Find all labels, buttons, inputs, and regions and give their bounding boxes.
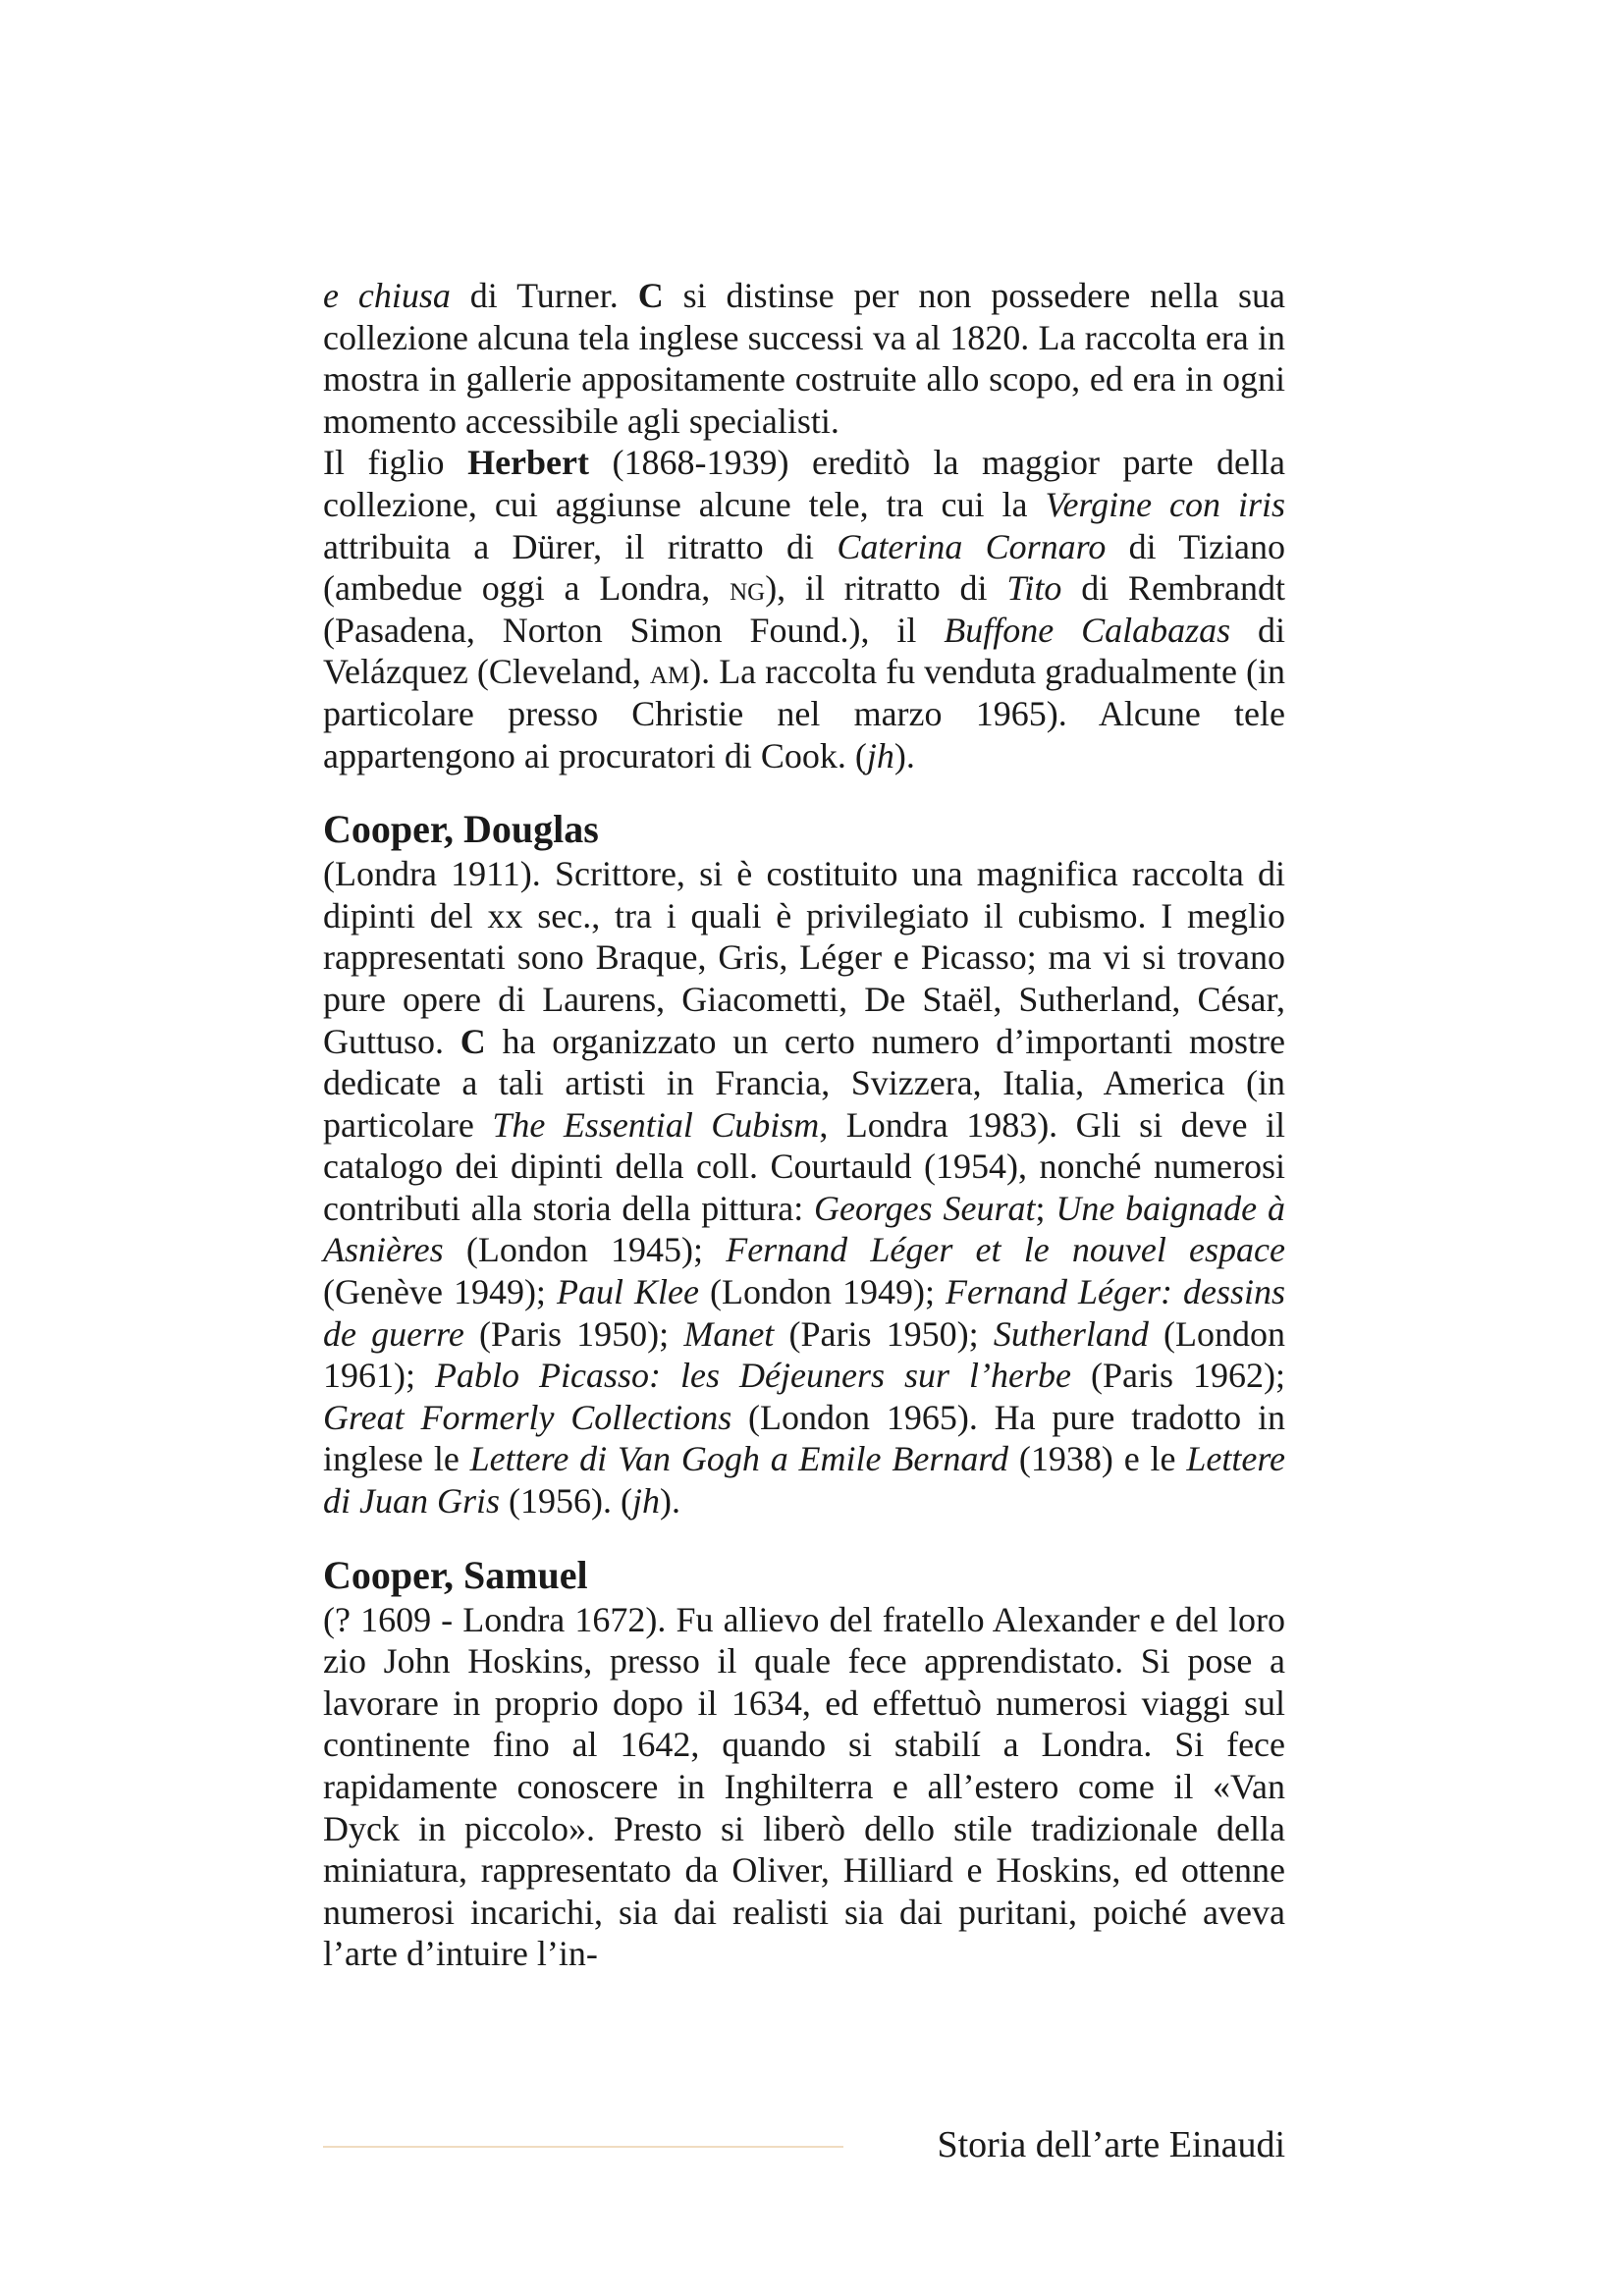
- bold-name: Herbert: [467, 443, 589, 483]
- text-run: di Rembrandt (Pasadena, Norton Simon Found.), il: [323, 568, 1285, 650]
- text-run: ), il ritratto di: [765, 568, 1007, 609]
- text-run: (Paris 1950);: [774, 1313, 994, 1354]
- text-run: (London 1961);: [323, 1313, 1286, 1396]
- text-run: ha organizzato un certo numero d’importanti mostre dedicate a tali artisti in Francia, Svizzera, Italia, America (in particolare: [323, 1021, 1285, 1145]
- small-caps-abbrev: ng: [730, 568, 766, 609]
- entry-heading-douglas-cooper: Cooper, Douglas: [323, 807, 599, 852]
- text-run: ;: [1035, 1188, 1056, 1228]
- text-run: di Tiziano (ambedue oggi a Londra,: [323, 526, 1285, 609]
- text-run: (London 1949);: [698, 1272, 946, 1312]
- text-run: (Paris 1962);: [1070, 1356, 1285, 1396]
- text-run: ).: [893, 735, 915, 775]
- text-run: (London 1965). Ha pure tradotto in inglese le: [323, 1397, 1285, 1479]
- italic-title: Paul Klee: [556, 1272, 699, 1312]
- italic-title: Manet: [683, 1313, 775, 1354]
- text-run: attribuita a Dürer, il ritratto di: [323, 526, 838, 566]
- italic-title: Great Formerly Collections: [323, 1397, 732, 1437]
- italic-title: Lettere di Van Gogh a Emile Bernard: [469, 1439, 1009, 1479]
- italic-title: Tito: [1006, 568, 1062, 609]
- text-run: ). La raccolta fu venduta gradualmente (in particolare presso Christie nel marzo 1965). Alcune tele appartengono ai procuratori di Cook. (: [323, 652, 1286, 775]
- text-run: (1956). (: [500, 1481, 632, 1522]
- author-initials: jh: [866, 735, 894, 775]
- italic-title: Lettere di Juan Gris: [323, 1439, 1285, 1522]
- italic-title: Une baignade à Asnières: [323, 1188, 1285, 1270]
- entry-body-samuel-cooper: (? 1609 - Londra 1672). Fu allievo del fratello Alexander e del loro zio John Hoskins, presso il quale fece apprendistato. Si pose a lavorare in proprio dopo il 1634, ed effettuò numerosi viaggi sul continente fino al 1642, quando si stabilí a Londra. Si fece rapidamente conoscere in Inghilterra e all’estero come il «Van Dyck in piccolo». Presto si liberò dello stile tradizionale della miniatura, rappresentato da Oliver, Hilliard e Hoskins, ed ottenne numerosi incarichi, sia dai realisti sia dai puritani, poiché aveva l’arte d’intuire l’in-: [323, 1599, 1285, 1974]
- entry-heading-samuel-cooper: Cooper, Samuel: [323, 1552, 588, 1597]
- entry-body-douglas-cooper: [323, 853, 1285, 1522]
- text-run: (1868-1939) ereditò la maggior parte della collezione, cui aggiunse alcune tele, tra cui la: [323, 443, 1285, 524]
- text-run: si distinse per non possedere nella sua collezione alcuna tela inglese successi va al 1820. La raccolta era in mostra in gallerie appositamente costruite allo scopo, ed era in ogni momento accessibile agli specialisti.: [323, 276, 1286, 441]
- entry-abbrev: C: [637, 276, 664, 315]
- italic-title: Georges Seurat: [814, 1188, 1036, 1228]
- italic-title: Pablo Picasso: les Déjeuners sur l’herbe: [435, 1356, 1071, 1396]
- text-run: (1938) e le: [1008, 1439, 1187, 1479]
- text-run: di Velázquez (Cleveland,: [323, 610, 1285, 692]
- cook-entry-continuation: [323, 275, 1285, 776]
- footer-publisher: Storia dell’arte Einaudi: [937, 2124, 1285, 2165]
- footer-rule: [323, 2146, 843, 2148]
- small-caps-abbrev: am: [649, 652, 690, 692]
- text-run: , Londra 1983). Gli si deve il catalogo dei dipinti della coll. Courtauld (1954), nonché numerosi contributi alla storia della pittura:: [323, 1104, 1286, 1228]
- italic-title: Caterina Cornaro: [837, 526, 1107, 566]
- italic-title: Vergine con iris: [1045, 484, 1286, 524]
- text-run: (Paris 1950);: [463, 1313, 684, 1354]
- italic-title: Fernand Léger et le nouvel espace: [726, 1230, 1285, 1270]
- italic-title: Sutherland: [993, 1313, 1149, 1354]
- italic-title: Fernand Léger: dessins de guerre: [323, 1272, 1286, 1354]
- italic-title: Buffone Calabazas: [944, 610, 1231, 650]
- italic-title: e chiusa: [323, 276, 451, 315]
- entry-abbrev: C: [460, 1021, 486, 1061]
- text-run: (Londra 1911). Scrittore, si è costituito una magnifica raccolta di dipinti del xx sec., tra i quali è privilegiato il cubismo. I meglio rappresentati sono Braque, Gris, Léger e Picasso; ma vi si trovano pure opere di Laurens, Giacometti, De Staël, Sutherland, César, Guttuso.: [323, 854, 1285, 1061]
- text-run: (Genève 1949);: [323, 1272, 557, 1312]
- text-run: di Turner.: [450, 276, 638, 315]
- text-run: Il figlio: [323, 443, 468, 483]
- page-content: [323, 275, 1285, 1975]
- text-run: (London 1945);: [443, 1230, 727, 1270]
- text-run: ).: [659, 1481, 680, 1522]
- page-footer: [323, 2120, 1285, 2169]
- author-initials: jh: [631, 1481, 660, 1522]
- italic-title: The Essential Cubism: [492, 1104, 820, 1145]
